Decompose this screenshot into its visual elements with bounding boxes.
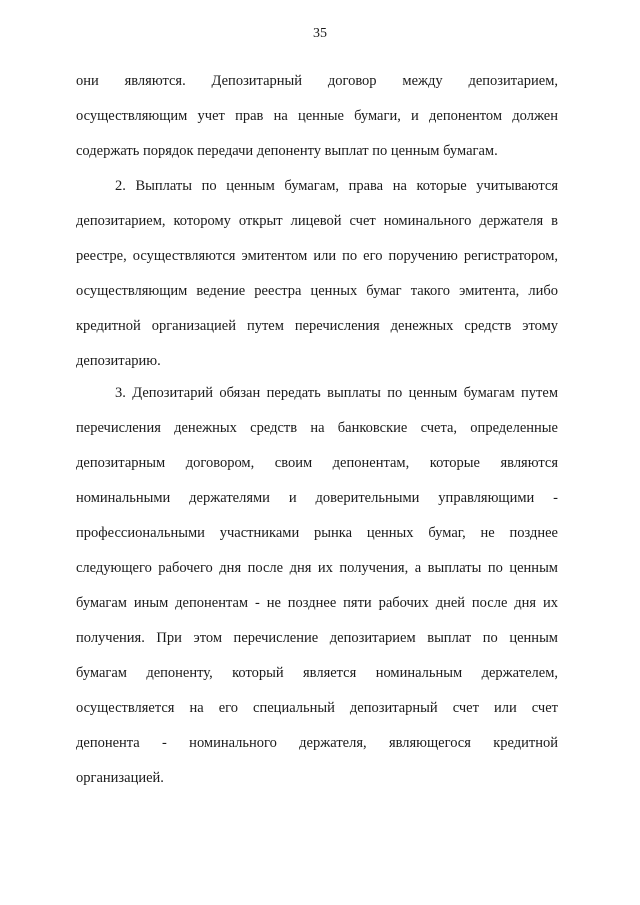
paragraph-1-line-1: они являются. Депозитарный договор между депозитарием, [76, 73, 558, 89]
paragraph-3-line-2: перечисления денежных средств на банковские счета, определенные [76, 420, 558, 436]
paragraph-3-line-8: получения. При этом перечисление депозитарием выплат по ценным [76, 630, 558, 646]
paragraph-3-line-3: депозитарным договором, своим депонентам, которые являются [76, 455, 558, 471]
paragraph-2-line-1: 2. Выплаты по ценным бумагам, права на которые учитываются [115, 178, 558, 194]
paragraph-3-line-11: депонента - номинального держателя, являющегося кредитной [76, 735, 558, 751]
paragraph-3-line-4: номинальными держателями и доверительными управляющими - [76, 490, 558, 506]
paragraph-2-line-2: депозитарием, которому открыт лицевой счет номинального держателя в [76, 213, 558, 229]
paragraph-3-line-10: осуществляется на его специальный депозитарный счет или счет [76, 700, 558, 716]
paragraph-3-line-7: бумагам иным депонентам - не позднее пяти рабочих дней после дня их [76, 595, 558, 611]
paragraph-3-line-5: профессиональными участниками рынка ценных бумаг, не позднее [76, 525, 558, 541]
paragraph-3-line-9: бумагам депоненту, который является номинальным держателем, [76, 665, 558, 681]
paragraph-1-line-3: содержать порядок передачи депоненту выплат по ценным бумагам. [76, 143, 498, 159]
paragraph-2-line-3: реестре, осуществляются эмитентом или по его поручению регистратором, [76, 248, 558, 264]
paragraph-3-line-6: следующего рабочего дня после дня их получения, а выплаты по ценным [76, 560, 558, 576]
page-number: 35 [313, 26, 327, 41]
paragraph-2-line-6: депозитарию. [76, 353, 161, 369]
paragraph-1-line-2: осуществляющим учет прав на ценные бумаги, и депонентом должен [76, 108, 558, 124]
paragraph-2-line-4: осуществляющим ведение реестра ценных бумаг такого эмитента, либо [76, 283, 558, 299]
paragraph-2-line-5: кредитной организацией путем перечисления денежных средств этому [76, 318, 558, 334]
paragraph-3-line-12: организацией. [76, 770, 164, 786]
paragraph-3-line-1: 3. Депозитарий обязан передать выплаты по ценным бумагам путем [115, 385, 558, 401]
